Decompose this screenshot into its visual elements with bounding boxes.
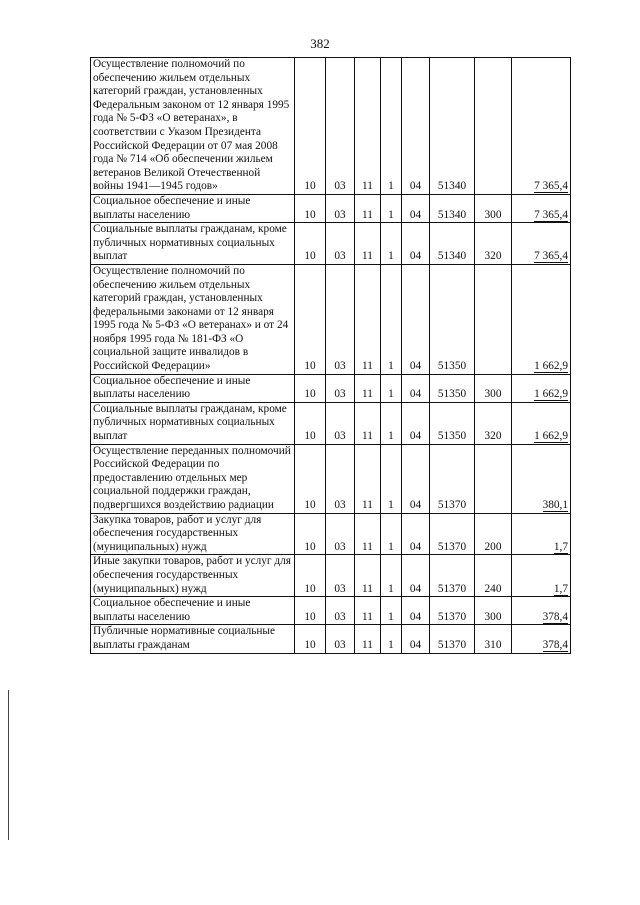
row-direction: 51370 [430,444,475,513]
row-subprogram: 1 [381,194,402,222]
row-rz: 10 [295,264,326,374]
row-program: 11 [355,264,381,374]
row-amount [512,194,571,222]
row-pr: 03 [326,444,355,513]
row-event: 04 [402,264,430,374]
row-amount-value: 1 662,9 [534,388,568,401]
row-name: Осуществление полномочий по обеспечению жильем отдельных категорий граждан, установленных федеральными законами от 12 января 1995 года № 5-ФЗ «О ветеранах» и от 24 ноября 1995 года № 181-ФЗ «О социальной защите инвалидов в Российской Федерации» [91,264,295,374]
row-amount-value: 1 662,9 [534,360,568,373]
row-name: Публичные нормативные социальные выплаты гражданам [91,625,295,653]
row-amount-value: 7 365,4 [534,250,568,263]
row-vr: 300 [475,597,512,625]
row-rz: 10 [295,402,326,444]
row-direction: 51340 [430,223,475,265]
row-event: 04 [402,625,430,653]
row-rz: 10 [295,625,326,653]
row-vr [475,264,512,374]
scan-margin-line [8,690,9,840]
row-vr: 310 [475,625,512,653]
row-subprogram: 1 [381,597,402,625]
page-number: 382 [310,36,330,51]
row-program: 11 [355,625,381,653]
row-event: 04 [402,513,430,555]
row-subprogram: 1 [381,625,402,653]
row-vr: 240 [475,555,512,597]
row-rz: 10 [295,223,326,265]
row-direction: 51350 [430,264,475,374]
row-pr: 03 [326,264,355,374]
row-amount-value: 1,7 [553,540,568,553]
row-subprogram: 1 [381,58,402,195]
row-subprogram: 1 [381,264,402,374]
row-amount [512,402,571,444]
row-amount-value: 7 365,4 [534,180,568,193]
row-program: 11 [355,58,381,195]
row-rz: 10 [295,444,326,513]
row-amount [512,223,571,265]
table-row [91,58,571,195]
row-name: Социальное обеспечение и иные выплаты населению [91,374,295,402]
row-direction: 51370 [430,555,475,597]
row-vr [475,444,512,513]
row-amount-value: 378,4 [542,638,568,651]
row-program: 11 [355,194,381,222]
row-direction: 51350 [430,402,475,444]
row-vr [475,58,512,195]
row-pr: 03 [326,194,355,222]
row-subprogram: 1 [381,402,402,444]
row-name: Осуществление переданных полномочий Российской Федерации по предоставлению отдельных мер социальной поддержки граждан, подвергшихся воздействию радиации [91,444,295,513]
table-row [91,374,571,402]
row-rz: 10 [295,194,326,222]
row-event: 04 [402,555,430,597]
row-subprogram: 1 [381,223,402,265]
row-name: Социальное обеспечение и иные выплаты населению [91,194,295,222]
row-pr: 03 [326,402,355,444]
row-program: 11 [355,555,381,597]
table-row [91,444,571,513]
row-pr: 03 [326,223,355,265]
table-row [91,555,571,597]
row-name: Закупка товаров, работ и услуг для обеспечения государственных (муниципальных) нужд [91,513,295,555]
row-amount [512,264,571,374]
row-amount-value: 378,4 [542,610,568,623]
row-amount-value: 380,1 [542,499,568,511]
row-direction: 51370 [430,625,475,653]
row-event: 04 [402,444,430,513]
row-event: 04 [402,223,430,265]
row-name: Социальные выплаты гражданам, кроме публичных нормативных социальных выплат [91,223,295,265]
row-pr: 03 [326,555,355,597]
row-name: Социальные выплаты гражданам, кроме публичных нормативных социальных выплат [91,402,295,444]
row-rz: 10 [295,555,326,597]
row-rz: 10 [295,597,326,625]
row-pr: 03 [326,597,355,625]
row-vr: 300 [475,374,512,402]
row-program: 11 [355,374,381,402]
row-amount [512,374,571,402]
table-row [91,194,571,222]
row-pr: 03 [326,513,355,555]
row-name: Социальное обеспечение и иные выплаты населению [91,597,295,625]
row-direction: 51340 [430,194,475,222]
row-vr: 300 [475,194,512,222]
row-event: 04 [402,58,430,195]
row-amount-value: 1,7 [553,582,568,595]
row-amount [512,597,571,625]
row-direction: 51350 [430,374,475,402]
row-program: 11 [355,597,381,625]
table-row [91,625,571,653]
row-rz: 10 [295,513,326,555]
row-direction: 51370 [430,597,475,625]
row-pr: 03 [326,58,355,195]
row-rz: 10 [295,374,326,402]
row-rz: 10 [295,58,326,195]
row-name: Осуществление полномочий по обеспечению жильем отдельных категорий граждан, установленных Федеральным законом от 12 января 1995 года № 5-ФЗ «О ветеранах», в соответствии с Указом Президента Российской Федерации от 07 мая 2008 года № 714 «Об обеспечении жильем ветеранов Великой Отечественной войны 1941—1945 годов» [91,58,295,195]
row-amount [512,444,571,513]
row-amount [512,625,571,653]
row-vr: 200 [475,513,512,555]
row-subprogram: 1 [381,444,402,513]
table-row [91,402,571,444]
row-event: 04 [402,194,430,222]
row-name: Иные закупки товаров, работ и услуг для обеспечения государственных (муниципальных) нужд [91,555,295,597]
row-amount [512,513,571,555]
row-subprogram: 1 [381,513,402,555]
row-vr: 320 [475,223,512,265]
table-row [91,597,571,625]
row-subprogram: 1 [381,374,402,402]
row-amount-value: 1 662,9 [534,430,568,443]
row-direction: 51340 [430,58,475,195]
table-row [91,513,571,555]
row-event: 04 [402,374,430,402]
row-amount [512,555,571,597]
row-direction: 51370 [430,513,475,555]
budget-table [90,57,571,654]
row-program: 11 [355,223,381,265]
row-event: 04 [402,402,430,444]
table-row [91,264,571,374]
row-subprogram: 1 [381,555,402,597]
row-amount-value: 7 365,4 [534,208,568,221]
row-program: 11 [355,513,381,555]
row-program: 11 [355,444,381,513]
row-event: 04 [402,597,430,625]
row-pr: 03 [326,625,355,653]
row-program: 11 [355,402,381,444]
row-pr: 03 [326,374,355,402]
row-amount [512,58,571,195]
table-row [91,223,571,265]
row-vr: 320 [475,402,512,444]
